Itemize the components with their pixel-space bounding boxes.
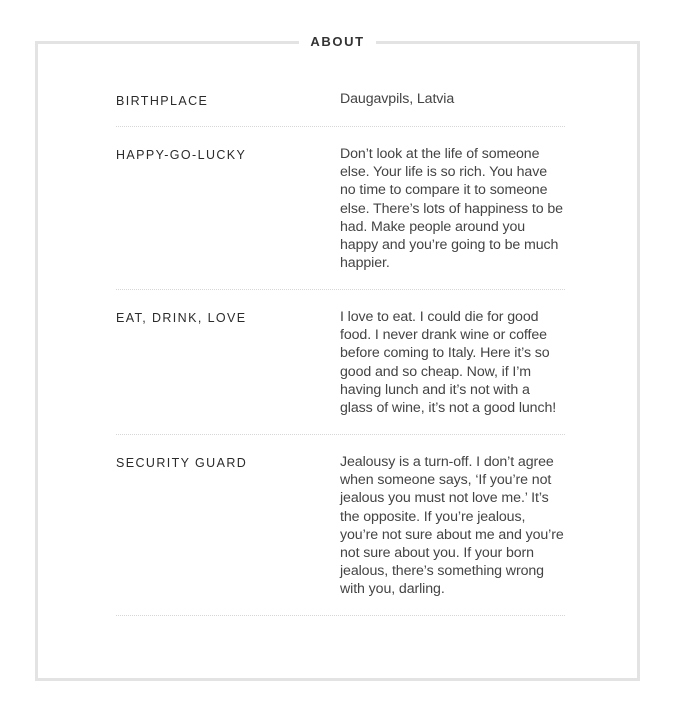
about-heading: ABOUT — [299, 31, 375, 53]
row-value: I love to eat. I could die for good food. I never drank wine or coffee before coming to Italy. Here it’s so good and so cheap. Now, if I’m having lunch and it’s not with a glass of wine, it’s not a good lunch! — [340, 309, 557, 417]
about-rows — [116, 86, 565, 616]
about-row-eat-drink-love — [116, 290, 565, 435]
row-value: Don’t look at the life of someone else. Your life is so rich. You have no time to compare it to someone else. There’s lots of happiness to be had. Make people around you happy and you’re going to be much happier. — [340, 146, 563, 272]
row-label: EAT, DRINK, LOVE — [116, 311, 247, 325]
about-row-security-guard — [116, 435, 565, 616]
about-heading-wrap — [38, 31, 637, 53]
about-row-birthplace — [116, 86, 565, 127]
row-label: SECURITY GUARD — [116, 456, 248, 470]
row-label: BIRTHPLACE — [116, 94, 209, 108]
row-value: Jealousy is a turn-off. I don’t agree when someone says, ‘If you’re not jealous you must not love me.’ It’s the opposite. If you’re jealous, you’re not sure about me and you’re not sure about you. If your born jealous, there’s something wrong with you, darling. — [340, 454, 564, 598]
about-panel — [35, 34, 640, 681]
row-label: HAPPY-GO-LUCKY — [116, 148, 247, 162]
about-row-happy-go-lucky — [116, 127, 565, 290]
row-value: Daugavpils, Latvia — [340, 91, 455, 107]
